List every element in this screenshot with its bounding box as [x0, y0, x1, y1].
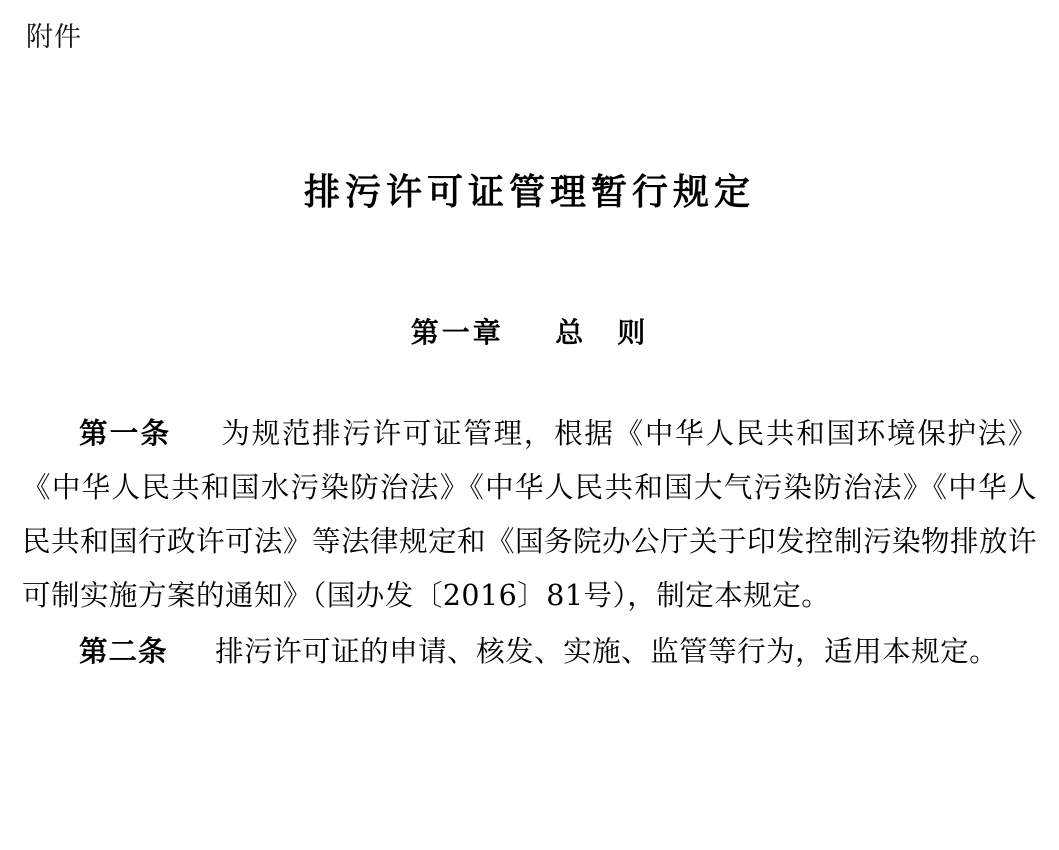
- article-2-number: 第二条: [79, 635, 168, 669]
- article-1-number: 第一条: [79, 417, 172, 451]
- article-1-text: 为规范排污许可证管理，根据《中华人民共和国环境保护法》《中华人民共和国水污染防治法》《中华人民共和国大气污染防治法》《中华人民共和国行政许可法》等法律规定和《国务院办公厅关于印发控制污染物排放许可制实施方案的通知》（国办发〔2016〕81号），制定本规定。: [22, 417, 1038, 613]
- article-2: [22, 625, 1037, 679]
- document-body: [22, 351, 1037, 679]
- article-1: [22, 407, 1037, 623]
- page-title: 排污许可证管理暂行规定: [303, 172, 755, 214]
- chapter-number: 第一章: [410, 316, 504, 350]
- article-2-text: 排污许可证的申请、核发、实施、监管等行为，适用本规定。: [215, 635, 999, 669]
- chapter-name: 总 则: [555, 316, 649, 350]
- chapter-heading: [22, 215, 1037, 351]
- attachment-label: 附件: [26, 22, 82, 53]
